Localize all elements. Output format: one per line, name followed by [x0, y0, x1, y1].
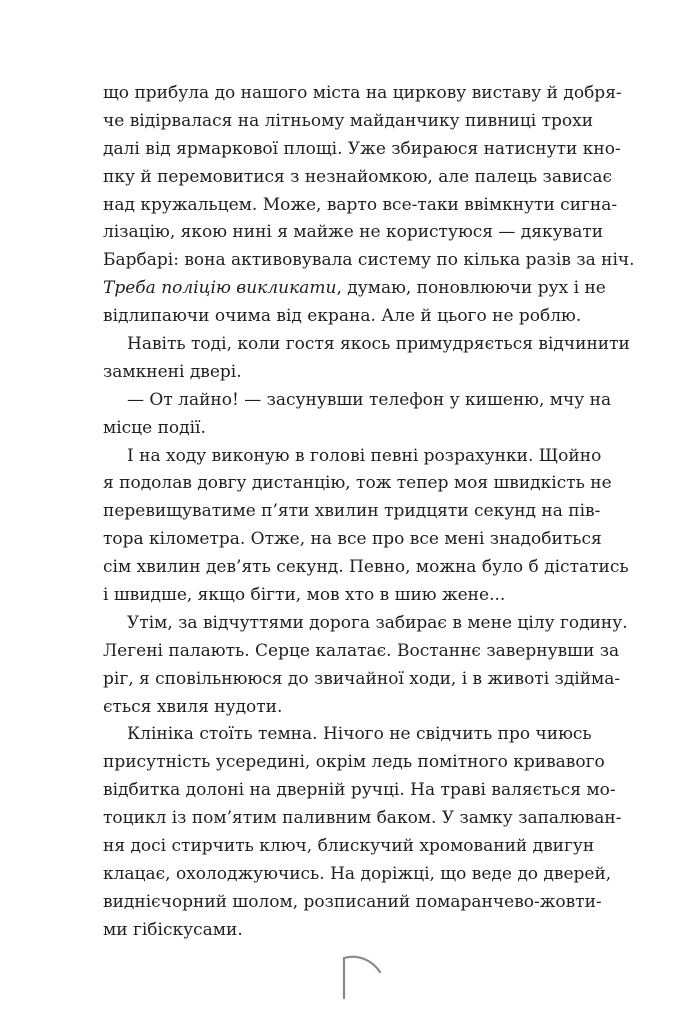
text-line: тора кілометра. Отже, на все про все мені знадобиться [103, 529, 602, 550]
text-line: Легені палають. Серце калатає. Востаннє завернувши за [103, 640, 620, 661]
text-line: замкнені двері. [103, 361, 242, 382]
text-line: Навіть тоді, коли гостя якось примудряється відчинити [127, 334, 630, 355]
text-line: — От лайно! — засунувши телефон у кишеню, мчу на [127, 389, 612, 410]
page-corner-mark-icon [340, 950, 384, 1000]
text-line: і швидше, якщо бігти, мов хто в шию жене... [103, 585, 506, 606]
text-line: Клініка стоїть темна. Нічого не свідчить про чиюсь [127, 724, 592, 745]
text-line: І на ходу виконую в голові певні розрахунки. Щойно [127, 445, 602, 466]
text-line: місце події. [103, 417, 206, 438]
text-line: над кружальцем. Може, варто все-таки ввімкнути сигна- [103, 194, 618, 215]
text-line: лізацію, якою нині я майже не користуюся — дякувати [103, 222, 604, 243]
text-line [103, 275, 606, 303]
text-line: я подолав довгу дистанцію, тож тепер моя швидкість не [103, 473, 612, 494]
text-line: виднієчорний шолом, розписаний помаранчево-жовти- [103, 891, 602, 912]
text-line: сім хвилин дев’ять секунд. Певно, можна було б дістатись [103, 557, 629, 578]
text-line: пку й перемовитися з незнайомкою, але палець зависає [103, 166, 613, 187]
text-line: перевищуватиме п’яти хвилин тридцяти секунд на пів- [103, 501, 601, 522]
text-line: тоцикл із пом’ятим паливним баком. У замку запалюван- [103, 808, 622, 829]
text-line: ється хвиля нудоти. [103, 696, 283, 717]
text-line: присутність усередині, окрім ледь помітного кривавого [103, 752, 605, 773]
text-line: ріг, я сповільнююся до звичайної ходи, і в животі здійма- [103, 668, 621, 689]
text-line: відбитка долоні на дверній ручці. На траві валяється мо- [103, 780, 616, 801]
text-line: далі від ярмаркової площі. Уже збираюся натиснути кно- [103, 138, 621, 159]
text-line: відлипаючи очима від екрана. Але й цього не роблю. [103, 306, 582, 327]
text-line: клацає, охолоджуючись. На доріжці, що веде до дверей, [103, 863, 612, 884]
text-line: ня досі стирчить ключ, блискучий хромований двигун [103, 836, 595, 857]
text-line: че відірвалася на літньому майданчику пивниці трохи [103, 110, 594, 131]
italic-phrase: Треба поліцію викликати [103, 278, 337, 299]
text-line: Утім, за відчуттями дорога забирає в мене цілу годину. [127, 612, 628, 633]
text-line: ми гібіскусами. [103, 919, 243, 940]
text-line: що прибула до нашого міста на циркову виставу й добря- [103, 83, 622, 103]
text-line: Барбарі: вона активовувала систему по кілька разів за ніч. [103, 250, 635, 271]
page-text [103, 80, 635, 945]
text-line-rest: , думаю, поновлюючи рух і не [336, 278, 606, 299]
